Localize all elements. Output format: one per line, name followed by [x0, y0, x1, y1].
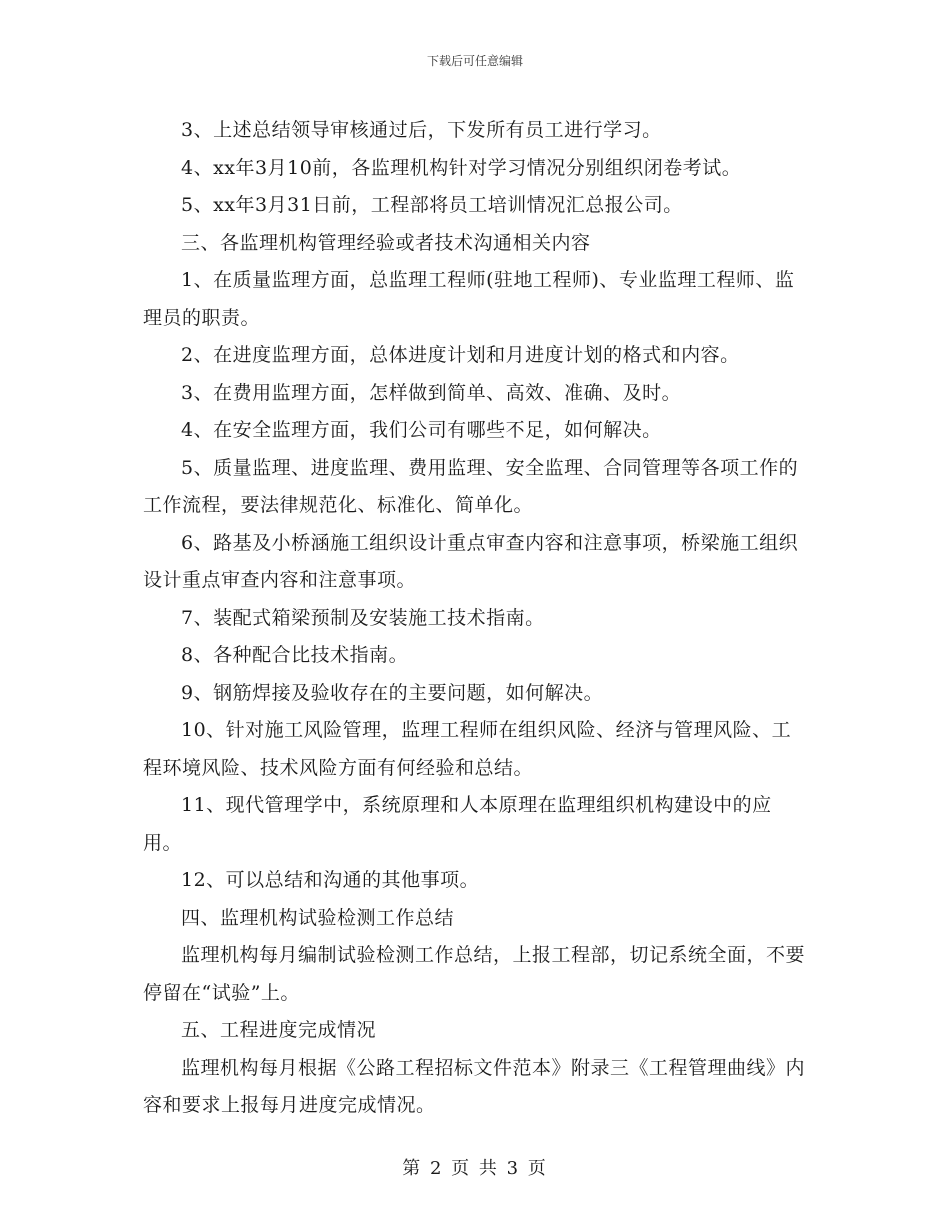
paragraph: 6、路基及小桥涵施工组织设计重点审查内容和注意事项，桥梁施工组织设计重点审查内容和注意事项。 — [143, 531, 799, 591]
download-note: 下载后可任意编辑 — [426, 54, 523, 68]
paragraph: 1、在质量监理方面，总监理工程师(驻地工程师)、专业监理工程师、监理员的职责。 — [143, 269, 795, 329]
section-heading: 五、工程进度完成情况 — [181, 1019, 377, 1041]
paragraph: 监理机构每月根据《公路工程招标文件范本》附录三《工程管理曲线》内容和要求上报每月进度完成情况。 — [143, 1056, 806, 1116]
paragraph: 4、xx年3月10前，各监理机构针对学习情况分别组织闭卷考试。 — [181, 156, 742, 179]
paragraph: 9、钢筋焊接及验收存在的主要问题，如何解决。 — [181, 681, 604, 704]
paragraph: 3、上述总结领导审核通过后，下发所有员工进行学习。 — [181, 119, 662, 141]
section-heading: 三、各监理机构管理经验或者技术沟通相关内容 — [181, 231, 591, 254]
paragraph: 2、在进度监理方面，总体进度计划和月进度计划的格式和内容。 — [181, 344, 740, 366]
paragraph: 监理机构每月编制试验检测工作总结，上报工程部，切记系统全面，不要停留在“试验”上。 — [143, 944, 806, 1004]
paragraph: 5、质量监理、进度监理、费用监理、安全监理、合同管理等各项工作的工作流程，要法律规范化、标准化、简单化。 — [143, 456, 799, 516]
page-number: 第 2 页 共 3 页 — [402, 1158, 548, 1179]
paragraph: 11、现代管理学中，系统原理和人本原理在监理组织机构建设中的应用。 — [143, 794, 772, 854]
paragraph: 8、各种配合比技术指南。 — [181, 644, 409, 666]
paragraph: 12、可以总结和沟通的其他事项。 — [181, 869, 480, 891]
paragraph: 5、xx年3月31日前，工程部将员工培训情况汇总报公司。 — [181, 194, 683, 216]
paragraph: 10、针对施工风险管理，监理工程师在组织风险、经济与管理风险、工程环境风险、技术风险方面有何经验和总结。 — [143, 719, 792, 779]
paragraph: 7、装配式箱梁预制及安装施工技术指南。 — [181, 606, 545, 629]
document-body — [143, 112, 808, 1125]
section-heading: 四、监理机构试验检测工作总结 — [181, 906, 455, 929]
paragraph: 3、在费用监理方面，怎样做到简单、高效、准确、及时。 — [181, 381, 682, 404]
paragraph: 4、在安全监理方面，我们公司有哪些不足，如何解决。 — [181, 419, 662, 441]
